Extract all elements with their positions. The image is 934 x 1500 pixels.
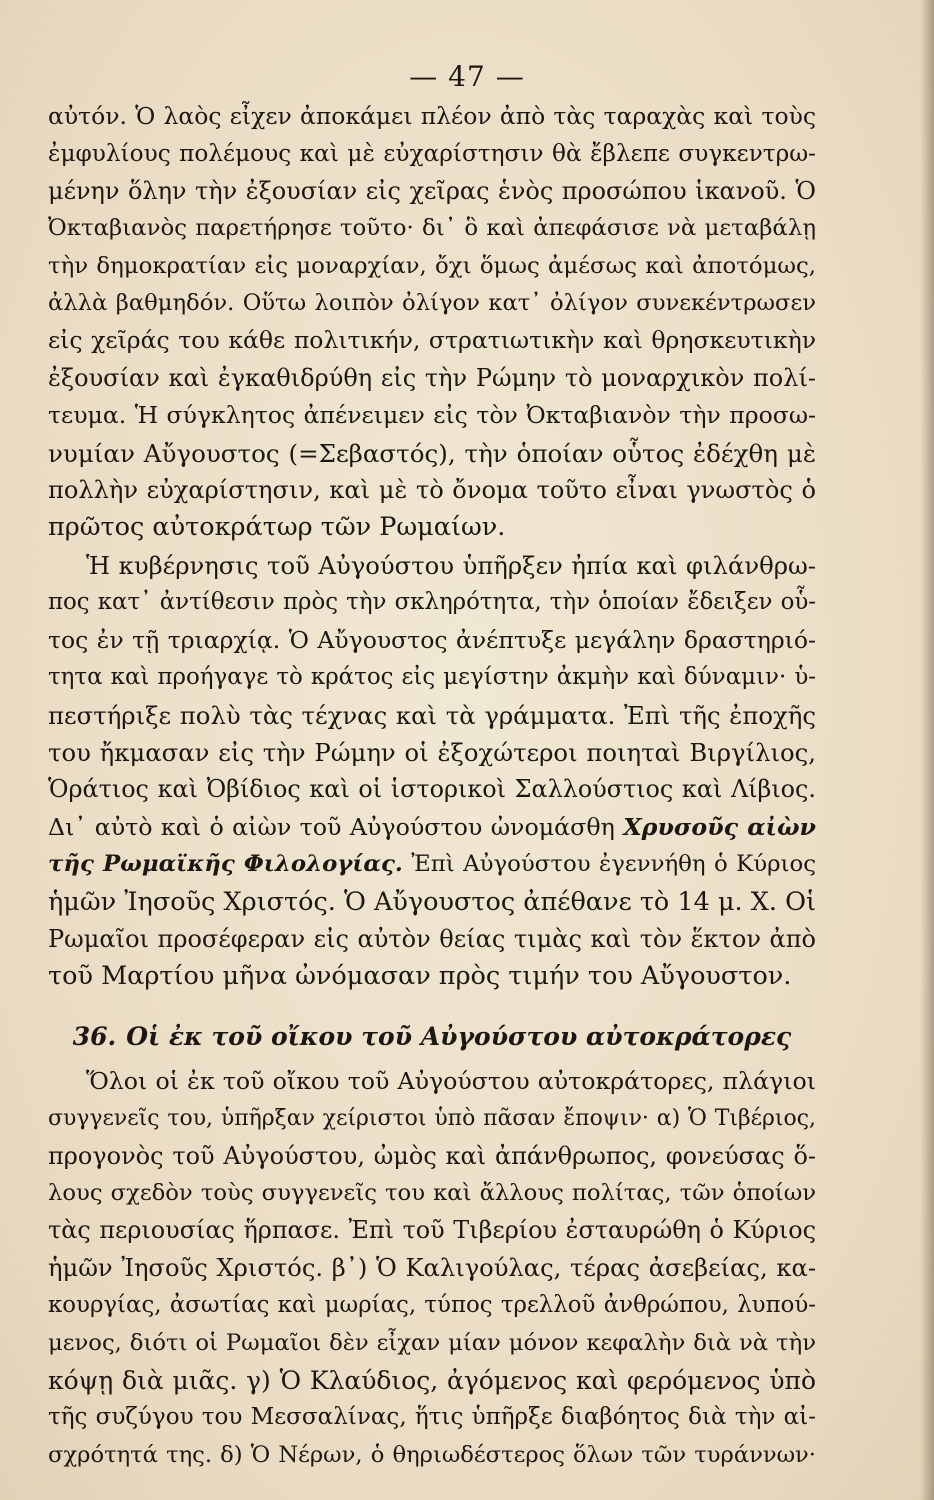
text-line: πος κατ᾽ ἀντίθεσιν πρὸς τὴν σκληρότητα, τὴν ὁποίαν ἔδειξεν οὗ-: [48, 589, 816, 616]
text-line: [48, 809, 816, 846]
text-line: Ἡ κυβέρνησις τοῦ Αὐγούστου ὑπῆρξεν ἠπία καὶ φιλάνθρω-: [86, 550, 816, 580]
paragraph-3: [48, 1063, 816, 1474]
emphasis-text: Χρυσοῦς αἰὼν: [623, 812, 816, 841]
text-line: νυμίαν Αὔγουστος (=Σεβαστός), τὴν ὁποίαν οὗτος ἐδέχθη μὲ: [48, 438, 816, 468]
text-line: Ὀκταβιανὸς παρετήρησε τοῦτο· δι᾽ ὃ καὶ ἀπεφάσισε νὰ μεταβάλῃ: [48, 215, 816, 242]
text-line: εἰς χεῖράς του κάθε πολιτικήν, στρατιωτικὴν καὶ θρησκευτικὴν: [48, 326, 816, 355]
text-line: [48, 846, 816, 883]
text-line: προγονὸς τοῦ Αὐγούστου, ὠμὸς καὶ ἀπάνθρωπος, φονεύσας ὅ-: [48, 1141, 816, 1170]
text-line: αὐτόν. Ὁ λαὸς εἶχεν ἀποκάμει πλέον ἀπὸ τὰς ταραχὰς καὶ τοὺς: [48, 102, 816, 130]
text-line: κόψῃ διὰ μιᾶς. γ) Ὁ Κλαύδιος, ἀγόμενος καὶ φερόμενος ὑπὸ: [48, 1366, 816, 1395]
text-line: Ὁράτιος καὶ Ὀβίδιος καὶ οἱ ἱστορικοὶ Σαλλούστιος καὶ Λίβιος.: [48, 775, 816, 804]
paragraph-2: [48, 547, 816, 996]
text-line: μένην ὅλην τὴν ἐξουσίαν εἰς χεῖρας ἑνὸς προσώπου ἱκανοῦ. Ὁ: [48, 176, 816, 205]
text-line: ἐμφυλίους πολέμους καὶ μὲ εὐχαρίστησιν θὰ ἔβλεπε συγκεντρω-: [48, 140, 816, 168]
text-line: συγγενεῖς του, ὑπῆρξαν χείριστοι ὑπὸ πᾶσαν ἔποψιν· α) Ὁ Τιβέριος,: [48, 1106, 816, 1132]
section-heading: [48, 1018, 816, 1055]
page-number: — 47 —: [409, 60, 525, 93]
text-line: μενος, διότι οἱ Ρωμαῖοι δὲν εἶχαν μίαν μόνον κεφαλὴν διὰ νὰ τὴν: [48, 1329, 816, 1356]
page-body: [48, 98, 816, 1474]
text-run: Δι᾽ αὐτὸ καὶ ὁ αἰὼν τοῦ Αὐγούστου ὠνομάσθη: [48, 812, 615, 841]
paragraph-1: [48, 98, 816, 547]
emphasis-text: τῆς Ρωμαϊκῆς Φιλολογίας.: [48, 851, 403, 878]
text-run: Ἐπὶ Αὐγούστου ἐγεννήθη ὁ Κύριος: [411, 851, 816, 878]
text-line: Ὅλοι οἱ ἐκ τοῦ οἴκου τοῦ Αὐγούστου αὐτοκράτορες, πλάγιοι: [86, 1066, 816, 1095]
text-line: κουργίας, ἀσωτίας καὶ μωρίας, τύπος τρελλοῦ ἀνθρώπου, λυπού-: [48, 1292, 816, 1319]
text-line: ἀλλὰ βαθμηδόν. Οὕτω λοιπὸν ὀλίγον κατ᾽ ὀλίγον συνεκέντρωσεν: [48, 290, 816, 317]
section-number: 36.: [72, 1021, 117, 1051]
text-line: τητα καὶ προήγαγε τὸ κράτος εἰς μεγίστην ἀκμὴν καὶ δύναμιν· ὑ-: [48, 664, 816, 691]
text-line: ἡμῶν Ἰησοῦς Χριστός. β᾽) Ὁ Καλιγούλας, τέρας ἀσεβείας, κα-: [48, 1253, 816, 1282]
text-line: τὴν δημοκρατίαν εἰς μοναρχίαν, ὄχι ὅμως ἀμέσως καὶ ἀποτόμως,: [48, 252, 816, 279]
text-line: τὰς περιουσίας ἥρπασε. Ἐπὶ τοῦ Τιβερίου ἐσταυρώθη ὁ Κύριος: [48, 1216, 816, 1245]
text-line: του ἤκμασαν εἰς τὴν Ρώμην οἱ ἐξοχώτεροι ποιηταὶ Βιργίλιος,: [48, 737, 816, 767]
text-line: ἡμῶν Ἰησοῦς Χριστός. Ὁ Αὔγουστος ἀπέθανε τὸ 14 μ. Χ. Οἱ: [48, 886, 817, 917]
text-line: πολλὴν εὐχαρίστησιν, καὶ μὲ τὸ ὄνομα τοῦτο εἶναι γνωστὸς ὁ: [48, 476, 816, 505]
text-line: πεστήριξε πολὺ τὰς τέχνας καὶ τὰ γράμματα. Ἐπὶ τῆς ἐποχῆς: [48, 700, 816, 730]
section-title: Οἱ ἐκ τοῦ οἴκου τοῦ Αὐγούστου αὐτοκράτορες: [126, 1021, 792, 1051]
text-line: τευμα. Ἡ σύγκλητος ἀπένειμεν εἰς τὸν Ὀκταβιανὸν τὴν προσω-: [48, 401, 816, 430]
text-line: πρῶτος αὐτοκράτωρ τῶν Ρωμαίων.: [48, 512, 506, 543]
page-spine-shadow: [920, 0, 934, 1500]
text-line: τοῦ Μαρτίου μῆνα ὠνόμασαν πρὸς τιμήν του Αὔγουστον.: [48, 961, 792, 992]
text-line: Ρωμαῖοι προσέφεραν εἰς αὐτὸν θείας τιμὰς καὶ τὸν ἕκτον ἀπὸ: [48, 924, 816, 953]
text-line: τῆς συζύγου του Μεσσαλίνας, ἥτις ὑπῆρξε διαβόητος διὰ τὴν αἰ-: [48, 1404, 816, 1431]
text-line: σχρότητά της. δ) Ὁ Νέρων, ὁ θηριωδέστερος ὅλων τῶν τυράννων·: [48, 1441, 816, 1468]
text-line: τος ἐν τῇ τριαρχίᾳ. Ὁ Αὔγουστος ἀνέπτυξε μεγάλην δραστηριό-: [48, 625, 816, 654]
text-line: λους σχεδὸν τοὺς συγγενεῖς του καὶ ἄλλους πολίτας, τῶν ὁποίων: [48, 1179, 816, 1206]
text-line: ἐξουσίαν καὶ ἐγκαθιδρύθη εἰς τὴν Ρώμην τὸ μοναρχικὸν πολί-: [48, 363, 816, 392]
